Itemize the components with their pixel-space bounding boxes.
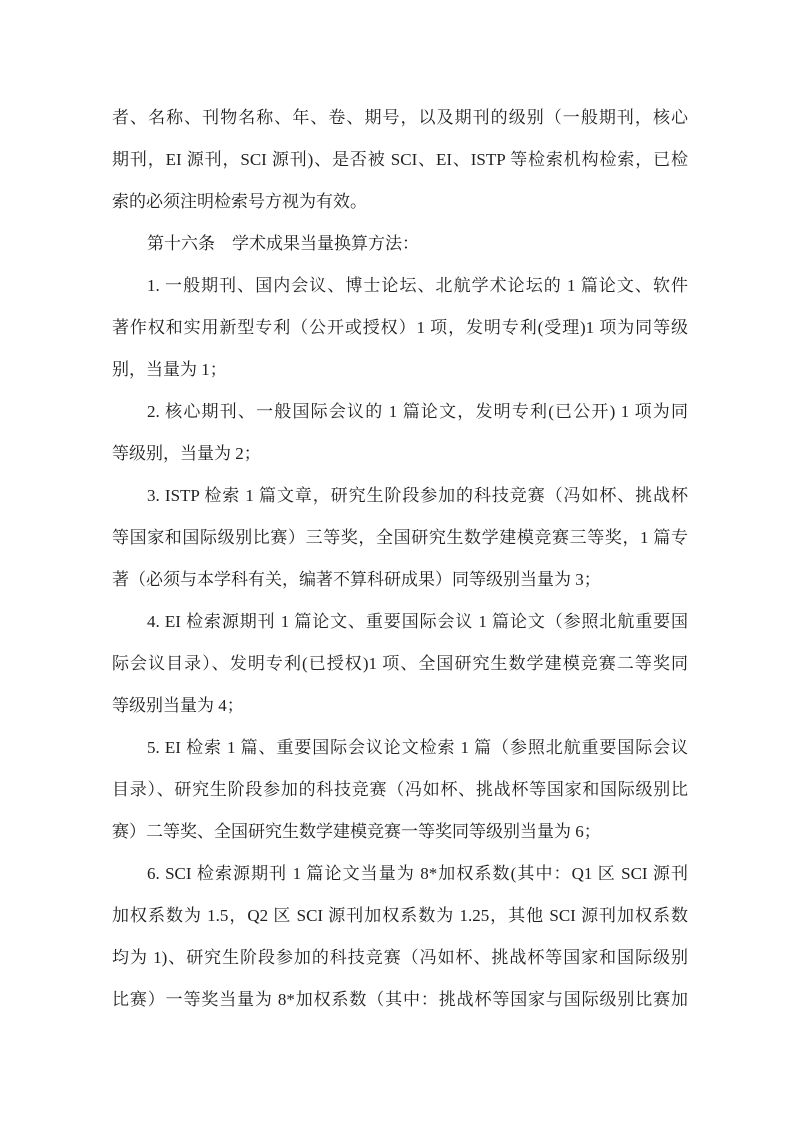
text-line: 际会议目录）、发明专利(已授权)1 项、全国研究生数学建模竞赛二等奖同 [112, 654, 688, 673]
text-line: 比赛）一等奖当量为 8*加权系数（其中：挑战杯等国家与国际级别比赛加 [112, 990, 688, 1009]
text-line: 者、名称、刊物名称、年、卷、期号，以及期刊的级别（一般期刊，核心 [112, 108, 688, 127]
text-line: 加权系数为 1.5，Q2 区 SCI 源刊加权系数为 1.25，其他 SCI 源刊加权系数 [112, 906, 688, 925]
text-line: 等级别，当量为 2； [112, 444, 261, 463]
text-line: 等级别当量为 4； [112, 696, 244, 715]
text-line: 3. ISTP 检索 1 篇文章，研究生阶段参加的科技竞赛（冯如杯、挑战杯 [147, 486, 688, 505]
text-line: 第十六条 学术成果当量换算方法： [147, 234, 419, 253]
document-text [112, 97, 688, 1021]
text-line: 均为 1)、研究生阶段参加的科技竞赛（冯如杯、挑战杯等国家和国际级别 [112, 948, 688, 967]
text-line: 期刊，EI 源刊，SCI 源刊)、是否被 SCI、EI、ISTP 等检索机构检索，已检 [112, 150, 688, 169]
text-line: 赛）二等奖、全国研究生数学建模竞赛一等奖同等级别当量为 6； [112, 822, 601, 841]
text-line: 5. EI 检索 1 篇、重要国际会议论文检索 1 篇（参照北航重要国际会议 [147, 738, 688, 757]
text-line: 4. EI 检索源期刊 1 篇论文、重要国际会议 1 篇论文（参照北航重要国 [147, 612, 688, 631]
text-line: 著（必须与本学科有关，编著不算科研成果）同等级别当量为 3； [112, 570, 601, 589]
text-line: 等国家和国际级别比赛）三等奖，全国研究生数学建模竞赛三等奖，1 篇专 [112, 528, 688, 547]
text-line: 索的必须注明检索号方视为有效。 [112, 192, 367, 211]
text-line: 2. 核心期刊、一般国际会议的 1 篇论文，发明专利(已公开) 1 项为同 [147, 402, 688, 421]
text-line: 6. SCI 检索源期刊 1 篇论文当量为 8*加权系数(其中：Q1 区 SCI 源刊 [147, 864, 688, 883]
text-line: 别，当量为 1； [112, 360, 227, 379]
text-line: 目录）、研究生阶段参加的科技竞赛（冯如杯、挑战杯等国家和国际级别比 [112, 780, 688, 799]
text-line: 1. 一般期刊、国内会议、博士论坛、北航学术论坛的 1 篇论文、软件 [147, 276, 688, 295]
text-line: 著作权和实用新型专利（公开或授权）1 项，发明专利(受理)1 项为同等级 [112, 318, 688, 337]
